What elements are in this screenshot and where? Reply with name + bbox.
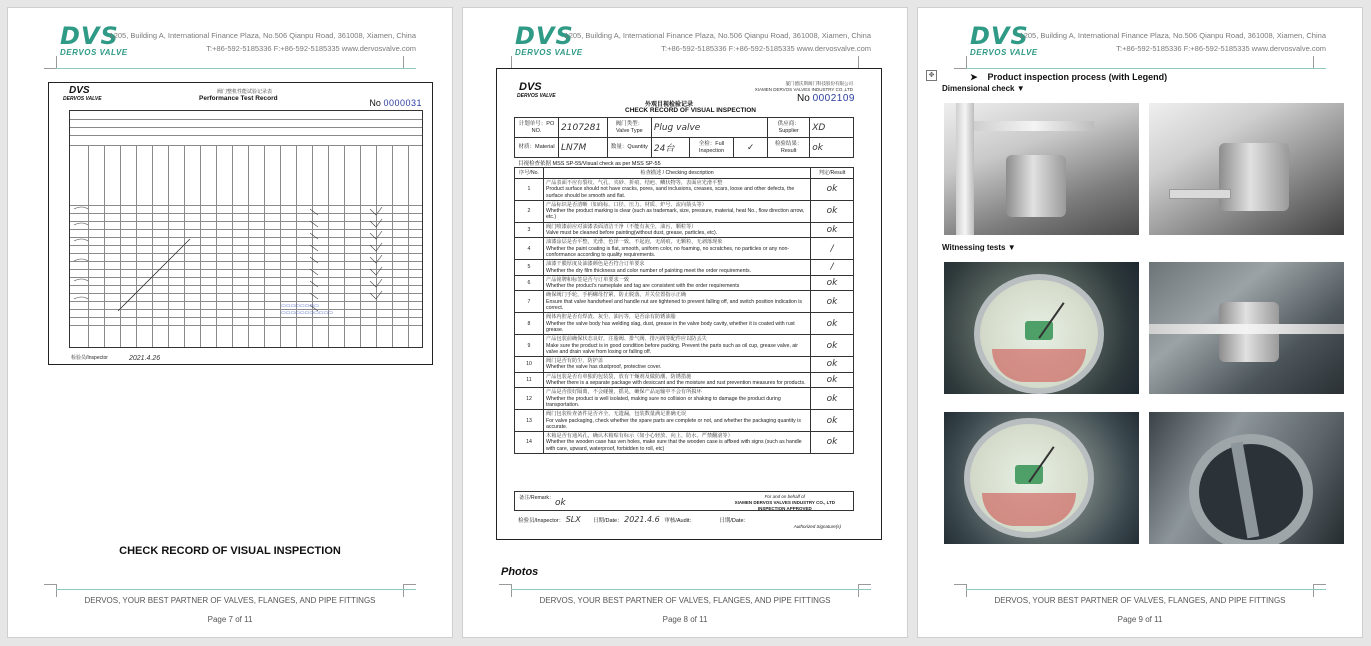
item-desc <box>544 200 811 222</box>
item-no: 12 <box>515 388 544 410</box>
address-line: 1205, Building A, International Finance Plaza, No.506 Qianpu Road, 361008, Xiamen, China <box>1019 31 1326 40</box>
result-label: 检验结果：Result <box>768 138 810 158</box>
item-result: ok <box>811 179 854 201</box>
record-no-value: 0002109 <box>812 93 855 104</box>
item-no: 8 <box>515 313 544 335</box>
quantity-label: 数量：Quantity <box>607 138 651 158</box>
caliper-jaw <box>974 121 1094 131</box>
item-desc-cn: 确保阀门手轮，手柄螺母拧紧，防止脱落，并关位置指示正确 <box>546 292 687 299</box>
item-result: ok <box>811 410 854 432</box>
item-result: ok <box>811 388 854 410</box>
item-desc-cn: 阀体内腔是否有焊渣、灰尘、油污等，是否涂有防锈油脂 <box>546 314 676 321</box>
footer-divider <box>511 589 871 590</box>
date-label: 日期/Date： <box>592 518 623 524</box>
header-divider <box>966 68 1326 69</box>
header-address <box>565 29 871 55</box>
item-no: 13 <box>515 410 544 432</box>
item-desc-en: Whether there is a separate package with desiccant and the moisture and rust prevention measures for products. <box>546 380 806 387</box>
stamp-line-3: INSPECTION APPROVED <box>757 506 812 511</box>
item-desc-en: Ensure that valve handwheel and handle nut are tightened to prevent falling off, and switch position indication is correct. <box>546 298 802 312</box>
stamp-line-1: For and on behalf of <box>764 494 805 499</box>
item-desc-cn: 产品铭牌和标签是否与订单要求一致 <box>546 276 630 283</box>
item-no: 4 <box>515 238 544 260</box>
item-result: ok <box>811 275 854 291</box>
section-title <box>970 72 1167 83</box>
handwriting-strokes <box>70 111 422 347</box>
item-desc <box>544 335 811 357</box>
checking-table <box>514 167 854 454</box>
item-desc-cn: 油漆涂层是否平整，光滑，色泽一致，不起泡，无刮痕，无颗粒，无剥落现象 <box>546 239 723 246</box>
page-number: Page 8 of 11 <box>662 615 708 624</box>
material-label: 材质：Material <box>515 138 559 158</box>
item-desc <box>544 388 811 410</box>
item-no: 2 <box>515 200 544 222</box>
item-desc <box>544 238 811 260</box>
table-row <box>515 291 854 313</box>
footer-slogan: DERVOS, YOUR BEST PARTNER OF VALVES, FLANGES, AND PIPE FITTINGS <box>994 596 1286 605</box>
handwritten-date: 2021.4.26 <box>129 355 161 362</box>
witnessing-test-photo-2 <box>1149 262 1344 394</box>
scan-title: Performance Test Record <box>199 95 278 102</box>
figure-caption: CHECK RECORD OF VISUAL INSPECTION <box>119 545 341 557</box>
section-title-text: Product inspection process (with Legend) <box>987 72 1168 82</box>
item-desc-cn: 产品包装是否有单独的包装袋，放有干燥剂及做防潮、防锈措施 <box>546 373 692 380</box>
remark-box <box>514 491 854 511</box>
item-desc-en: Whether the wooden case has ven holes, make sure that the wooden case is affixed with signs (such as handle with care, upward, waterproof, forbidden to roll, etc) <box>546 439 802 452</box>
inspection-standard: 目视检查依据 MSS SP-55/Visual check as per MSS SP-55 <box>518 161 661 167</box>
date-value: 2021.4.6 <box>624 515 660 524</box>
contact-line: T:+86-592-5185336 F:+86-592-5185335 www.dervosvalve.com <box>206 44 416 53</box>
valve-body-shape <box>1006 155 1066 217</box>
result-value: ok <box>810 138 854 158</box>
item-desc-en: Whether the valve body has welding slag, dust, grease in the valve body cavity, whether it is coated with rust grease. <box>546 320 795 333</box>
table-row <box>515 222 854 238</box>
full-inspection-check: ✓ <box>734 138 768 158</box>
item-desc-en: Whether the product marking is clear (such as trademark, size, pressure, material, heat No., flow direction arrow, etc.) <box>546 208 805 221</box>
item-desc-en: Product surface should not have cracks, pores, sand inclusions, creases, scars, loose and other defects, the surface should be smooth and flat. <box>546 186 795 199</box>
inspector-label: 检验员/Inspector <box>71 355 108 361</box>
caliper-shape <box>956 103 974 235</box>
header-address <box>110 29 416 55</box>
item-desc-en: For valve packaging, check whether the spare parts are complete or not, and whether the packaging quantity is accurate. <box>546 417 801 430</box>
inspector-value: SLX <box>565 515 581 524</box>
item-no: 11 <box>515 372 544 388</box>
po-value: 2107281 <box>559 118 608 138</box>
po-label: 计划单号：PO NO. <box>515 118 559 138</box>
item-desc <box>544 410 811 432</box>
page-header <box>8 8 452 68</box>
item-desc <box>544 260 811 276</box>
table-row <box>515 388 854 410</box>
dropdown-triangle-icon[interactable]: ▼ <box>1007 243 1016 252</box>
page-number: Page 9 of 11 <box>1117 615 1163 624</box>
authorized-signature: Authorized Signature(s) <box>793 524 841 529</box>
contact-line: T:+86-592-5185336 F:+86-592-5185335 www.dervosvalve.com <box>1116 44 1326 53</box>
logo-mark: DVS <box>970 22 1029 50</box>
item-desc <box>544 179 811 201</box>
full-inspection-label: 全检：Full Inspection <box>689 138 733 158</box>
valve-type-label: 阀门类型：Valve Type <box>607 118 651 138</box>
order-info-table <box>514 117 854 158</box>
header-address <box>1020 29 1326 55</box>
table-row <box>515 357 854 373</box>
address-line: 1205, Building A, International Finance Plaza, No.506 Qianpu Road, 361008, Xiamen, China <box>564 31 871 40</box>
test-pipe-shape <box>1149 324 1344 334</box>
col-desc-header: 检查描述 / Checking description <box>544 168 811 179</box>
item-desc-en: Whether the product's nameplate and tag are consistent with the order requirements <box>546 283 740 290</box>
item-no: 6 <box>515 275 544 291</box>
witnessing-test-photo-4 <box>1149 412 1344 544</box>
photos-label: Photos <box>501 566 539 578</box>
document-page-8 <box>462 7 908 638</box>
item-desc-en: Whether the dry film thickness and color number of painting meet the order requirements. <box>546 267 752 274</box>
item-no: 5 <box>515 260 544 276</box>
scan-title-cn: 外观目视检验记录 <box>645 102 694 108</box>
record-number <box>797 93 855 104</box>
item-desc <box>544 275 811 291</box>
page-header <box>918 8 1362 68</box>
item-desc-cn: 产品表面不应有裂纹、气孔、夹砂、折痕、结疤、鳞状物等，表面应光滑平整 <box>546 180 723 186</box>
item-no: 1 <box>515 179 544 201</box>
item-desc-cn: 阀门是否有防尘、防护盖 <box>546 358 604 365</box>
item-no: 3 <box>515 222 544 238</box>
witnessing-tests-heading[interactable] <box>942 243 1016 252</box>
document-page-7 <box>7 7 453 638</box>
item-desc-en: Whether the valve has dustproof, protective cover. <box>546 364 662 371</box>
logo-text: DERVOS VALVE <box>515 48 583 57</box>
scan-company <box>755 81 853 93</box>
col-no-header: 序号/No. <box>515 168 544 179</box>
logo-text: DERVOS VALVE <box>970 48 1038 57</box>
logo-mark: DVS <box>60 22 119 50</box>
signature-row <box>518 515 749 524</box>
item-desc-cn: 木箱是否有通风孔，确认木箱贴有标示（如小心轻放、向上、防水、严禁翻滚等） <box>546 433 733 440</box>
arrow-bullet-icon: ➤ <box>970 72 978 82</box>
stamp-line-2: XIAMEN DERVOS VALVES INDUSTRY CO., LTD <box>734 500 835 505</box>
contact-line: T:+86-592-5185336 F:+86-592-5185335 www.dervosvalve.com <box>661 44 871 53</box>
table-row <box>515 410 854 432</box>
record-number <box>369 98 422 108</box>
item-desc-cn: 产品是否很好隔离，不会碰撞，摇晃，确保产品运输中不会有所损坏 <box>546 389 702 396</box>
table-row <box>515 275 854 291</box>
valve-body-shape <box>1219 143 1289 211</box>
header-divider <box>56 68 416 69</box>
item-result: ok <box>811 200 854 222</box>
witnessing-tests-label: Witnessing tests <box>942 243 1006 252</box>
footer-divider <box>56 589 416 590</box>
dimensional-check-photo-2 <box>1149 103 1344 235</box>
supplier-label: 供应商：Supplier <box>768 118 810 138</box>
test-record-table <box>69 110 423 348</box>
item-result: ok <box>811 313 854 335</box>
item-no: 14 <box>515 432 544 454</box>
visual-inspection-record-scan <box>496 68 882 540</box>
dimensional-check-photo-1 <box>944 103 1139 235</box>
remark-value: ok <box>555 498 566 508</box>
footer-slogan: DERVOS, YOUR BEST PARTNER OF VALVES, FLANGES, AND PIPE FITTINGS <box>84 596 376 605</box>
table-move-handle-icon[interactable]: ✥ <box>926 70 937 81</box>
logo-text: DERVOS VALVE <box>60 48 128 57</box>
item-desc <box>544 372 811 388</box>
item-desc-en: Whether the product is well isolated, making sure no collision or shaking to damage the product during transportation. <box>546 395 781 408</box>
item-no: 9 <box>515 335 544 357</box>
performance-test-record-scan <box>48 82 433 365</box>
company-en: XIAMEN DERVOS VALVES INDUSTRY CO.,LTD <box>754 87 853 92</box>
record-no-label: No <box>369 98 381 108</box>
item-desc-cn: 阀门喷漆前应对油漆表面清洁干净（不能有灰尘，油污，颗粒等） <box>546 223 697 230</box>
item-desc <box>544 313 811 335</box>
remark-label: 备注/Remark： <box>519 495 555 501</box>
audit-label: 审核/Audit： <box>664 518 695 524</box>
item-desc <box>544 432 811 454</box>
dropdown-triangle-icon[interactable]: ▼ <box>1016 84 1025 93</box>
table-row <box>515 260 854 276</box>
item-desc-en: Make sure the product is in good condition before packing. Prevent the parts such as oil cup, grease valve, air valve and drain valve from losing or falling off. <box>546 342 799 355</box>
dimensional-check-label: Dimensional check <box>942 84 1015 93</box>
page-header <box>463 8 907 68</box>
item-desc-en: Valve must be cleaned before painting(without dust, grease, particles, etc). <box>546 230 718 237</box>
scan-logo-text: DERVOS VALVE <box>63 96 102 102</box>
scan-title: CHECK RECORD OF VISUAL INSPECTION <box>625 107 756 114</box>
item-desc-cn: 油漆干膜厚度及油漆颜色是否符合订单要求 <box>546 261 645 268</box>
address-line: 1205, Building A, International Finance Plaza, No.506 Qianpu Road, 361008, Xiamen, China <box>109 31 416 40</box>
table-row <box>515 432 854 454</box>
inspection-stamp: ▭▭▭▭▭▭▭▭ ▭▭▭▭▭▭▭▭▭▭▭ <box>281 303 333 316</box>
item-result: ok <box>811 357 854 373</box>
item-result: ok <box>811 291 854 313</box>
item-result: / <box>811 260 854 276</box>
scan-title-cn: 阀门整机性能试验记录表 <box>217 89 273 95</box>
record-no-value: 0000031 <box>383 98 422 108</box>
footer-divider <box>966 589 1326 590</box>
scan-logo: DVS <box>69 85 90 96</box>
table-row <box>515 335 854 357</box>
record-no-label: No <box>796 93 810 104</box>
item-result: / <box>811 238 854 260</box>
pressure-gauge-icon <box>974 274 1104 394</box>
col-result-header: 判定/Result <box>811 168 854 179</box>
dimensional-check-heading[interactable] <box>942 84 1025 93</box>
table-row <box>515 313 854 335</box>
inspector-label: 检验员/Inspector： <box>518 518 565 524</box>
page-number: Page 7 of 11 <box>207 615 253 624</box>
item-desc <box>544 357 811 373</box>
pressure-gauge-icon <box>964 418 1094 538</box>
table-row <box>515 372 854 388</box>
scan-logo: DVS <box>519 81 542 93</box>
item-desc <box>544 222 811 238</box>
item-desc <box>544 291 811 313</box>
footer-slogan: DERVOS, YOUR BEST PARTNER OF VALVES, FLANGES, AND PIPE FITTINGS <box>539 596 831 605</box>
valve-handle-shape <box>1169 189 1231 199</box>
material-value: LN7M <box>559 138 608 158</box>
table-row <box>515 179 854 201</box>
item-desc-cn: 产品包装前确保状态良好，注脂阀、排气阀、排污阀等配件应以防丢失 <box>546 336 707 343</box>
item-result: ok <box>811 372 854 388</box>
item-result: ok <box>811 222 854 238</box>
logo-mark: DVS <box>515 22 574 50</box>
item-desc-cn: 产品标识是否清晰（如商标、口径、压力、材质、炉号、流向箭头等） <box>546 201 707 208</box>
company-cn: 厦门德沃斯阀门科技股份有限公司 <box>785 81 853 86</box>
supplier-value: XD <box>810 118 854 138</box>
item-desc-cn: 阀门包装检查备件是否齐全，无遗漏，包装数量满足准确无误 <box>546 411 687 418</box>
item-result: ok <box>811 335 854 357</box>
witnessing-test-photo-1 <box>944 262 1139 394</box>
valve-type-value: Plug valve <box>651 118 767 138</box>
approval-stamp <box>735 494 835 512</box>
item-no: 10 <box>515 357 544 373</box>
quantity-value: 24台 <box>651 138 689 158</box>
item-desc-en: Whether the paint coating is flat, smooth, uniform color, no foaming, no scratches, no particles or any non-conformance according to quality requirements. <box>546 245 790 258</box>
witnessing-test-photo-3 <box>944 412 1139 544</box>
item-result: ok <box>811 432 854 454</box>
item-no: 7 <box>515 291 544 313</box>
scan-logo-text: DERVOS VALVE <box>517 93 556 99</box>
table-row <box>515 200 854 222</box>
date-label-2: 日期/Date： <box>719 518 750 524</box>
table-row <box>515 238 854 260</box>
document-page-9 <box>917 7 1363 638</box>
